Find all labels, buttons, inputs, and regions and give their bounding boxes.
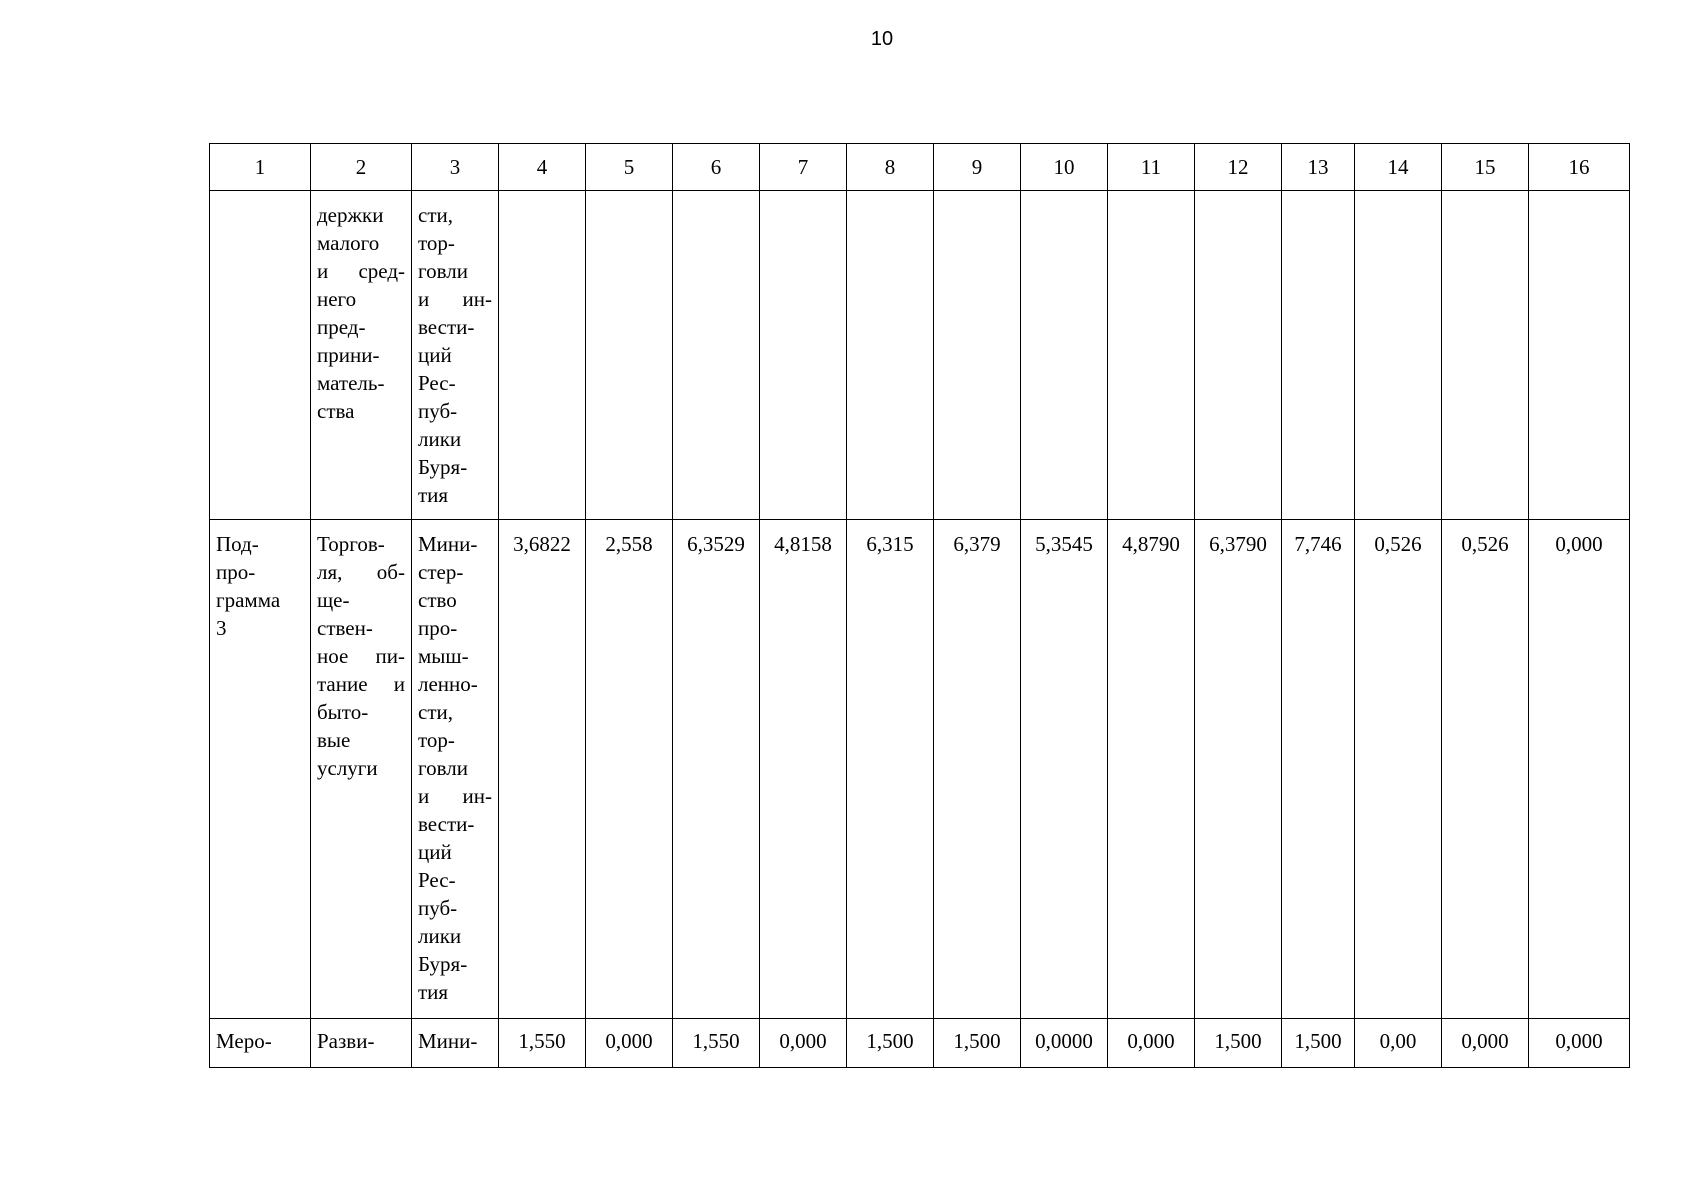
cell-col1 (210, 1019, 311, 1068)
header-cell-13: 13 (1282, 144, 1355, 191)
header-cell-1: 1 (210, 144, 311, 191)
value-cell-col7: 4,8158 (760, 520, 847, 1019)
cell-text-line: сти, (418, 700, 453, 724)
header-cell-9: 9 (934, 144, 1021, 191)
cell-text-line: стер- (418, 560, 464, 584)
cell-text-line: Мини- (418, 532, 478, 556)
value-cell-col14 (1355, 191, 1442, 520)
header-cell-6: 6 (673, 144, 760, 191)
cell-text-line: услуги (317, 756, 378, 780)
cell-text-line: мыш- (418, 644, 469, 668)
cell-text-line: вести- (418, 812, 475, 836)
cell-text-line: сти, (418, 203, 453, 227)
cell-text-line: Меро- (216, 1029, 272, 1053)
header-cell-14: 14 (1355, 144, 1442, 191)
cell-col2 (311, 520, 412, 1019)
value-cell-col4 (499, 191, 586, 520)
value-cell-col14: 0,00 (1355, 1019, 1442, 1068)
cell-text-line: матель- (317, 371, 385, 395)
value-cell-col16 (1529, 191, 1630, 520)
cell-text-line: грамма (216, 588, 281, 612)
cell-col3 (412, 1019, 499, 1068)
value-cell-col4: 1,550 (499, 1019, 586, 1068)
value-cell-col6 (673, 191, 760, 520)
value-cell-col13: 7,746 (1282, 520, 1355, 1019)
cell-text-line: прини- (317, 343, 380, 367)
cell-col3 (412, 191, 499, 520)
value-cell-col9: 6,379 (934, 520, 1021, 1019)
cell-text-line: про- (418, 616, 458, 640)
cell-text-line: тание и (317, 672, 405, 696)
header-cell-7: 7 (760, 144, 847, 191)
cell-col2 (311, 1019, 412, 1068)
value-cell-col9: 1,500 (934, 1019, 1021, 1068)
value-cell-col15: 0,000 (1442, 1019, 1529, 1068)
header-cell-8: 8 (847, 144, 934, 191)
value-cell-col8 (847, 191, 934, 520)
cell-text-line: пуб- (418, 896, 458, 920)
cell-text-line: про- (216, 560, 256, 584)
data-table (209, 143, 1630, 1068)
cell-text-line: быто- (317, 700, 369, 724)
value-cell-col10 (1021, 191, 1108, 520)
cell-text-line: Буря- (418, 455, 468, 479)
value-cell-col12 (1195, 191, 1282, 520)
header-cell-5: 5 (586, 144, 673, 191)
value-cell-col15 (1442, 191, 1529, 520)
cell-text-line: лики (418, 427, 462, 451)
cell-text-line: Разви- (317, 1029, 375, 1053)
page-number: 10 (870, 28, 894, 50)
cell-text-line: малого (317, 231, 380, 255)
header-cell-12: 12 (1195, 144, 1282, 191)
cell-text-line: и ин- (418, 287, 492, 311)
table-row (210, 1019, 1630, 1068)
cell-text-line: ство (418, 588, 457, 612)
cell-text-line: ля, об- (317, 560, 405, 584)
cell-text-line: ствен- (317, 616, 373, 640)
cell-text-line: Мини- (418, 1029, 478, 1053)
value-cell-col5: 0,000 (586, 1019, 673, 1068)
value-cell-col13: 1,500 (1282, 1019, 1355, 1068)
cell-text-line: ций (418, 840, 452, 864)
header-row (210, 144, 1630, 191)
cell-text-line: ще- (317, 588, 350, 612)
cell-text-line: Рес- (418, 371, 456, 395)
value-cell-col6: 1,550 (673, 1019, 760, 1068)
value-cell-col14: 0,526 (1355, 520, 1442, 1019)
cell-col3 (412, 520, 499, 1019)
cell-text-line: тия (418, 980, 449, 1004)
value-cell-col10: 0,0000 (1021, 1019, 1108, 1068)
value-cell-col7: 0,000 (760, 1019, 847, 1068)
cell-text-line: тия (418, 483, 449, 507)
cell-text-line: вые (317, 728, 351, 752)
value-cell-col9 (934, 191, 1021, 520)
header-cell-16: 16 (1529, 144, 1630, 191)
value-cell-col15: 0,526 (1442, 520, 1529, 1019)
header-cell-11: 11 (1108, 144, 1195, 191)
value-cell-col8: 6,315 (847, 520, 934, 1019)
value-cell-col5 (586, 191, 673, 520)
cell-text-line: говли (418, 756, 468, 780)
cell-col2 (311, 191, 412, 520)
cell-text-line: вести- (418, 315, 475, 339)
value-cell-col5: 2,558 (586, 520, 673, 1019)
value-cell-col7 (760, 191, 847, 520)
value-cell-col4: 3,6822 (499, 520, 586, 1019)
table-row (210, 520, 1630, 1019)
value-cell-col12: 6,3790 (1195, 520, 1282, 1019)
cell-text-line: Рес- (418, 868, 456, 892)
value-cell-col11 (1108, 191, 1195, 520)
cell-text-line: пред- (317, 315, 366, 339)
cell-text-line: ное пи- (317, 644, 405, 668)
value-cell-col12: 1,500 (1195, 1019, 1282, 1068)
value-cell-col10: 5,3545 (1021, 520, 1108, 1019)
header-cell-2: 2 (311, 144, 412, 191)
cell-col1 (210, 520, 311, 1019)
cell-text-line: него (317, 287, 357, 311)
value-cell-col11: 4,8790 (1108, 520, 1195, 1019)
header-cell-15: 15 (1442, 144, 1529, 191)
value-cell-col6: 6,3529 (673, 520, 760, 1019)
header-cell-10: 10 (1021, 144, 1108, 191)
cell-text-line: тор- (418, 231, 455, 255)
value-cell-col8: 1,500 (847, 1019, 934, 1068)
cell-text-line: и сред- (317, 259, 405, 283)
cell-text-line: ленно- (418, 672, 478, 696)
cell-text-line: и ин- (418, 784, 492, 808)
value-cell-col11: 0,000 (1108, 1019, 1195, 1068)
header-cell-3: 3 (412, 144, 499, 191)
cell-text-line: Под- (216, 532, 259, 556)
cell-text-line: говли (418, 259, 468, 283)
cell-text-line: держки (317, 203, 384, 227)
cell-text-line: лики (418, 924, 462, 948)
cell-col1 (210, 191, 311, 520)
value-cell-col16: 0,000 (1529, 520, 1630, 1019)
table-row (210, 191, 1630, 520)
cell-text-line: 3 (216, 616, 227, 640)
value-cell-col13 (1282, 191, 1355, 520)
value-cell-col16: 0,000 (1529, 1019, 1630, 1068)
cell-text-line: Буря- (418, 952, 468, 976)
cell-text-line: пуб- (418, 399, 458, 423)
cell-text-line: ций (418, 343, 452, 367)
cell-text-line: тор- (418, 728, 455, 752)
cell-text-line: ства (317, 399, 355, 423)
cell-text-line: Торгов- (317, 532, 385, 556)
header-cell-4: 4 (499, 144, 586, 191)
